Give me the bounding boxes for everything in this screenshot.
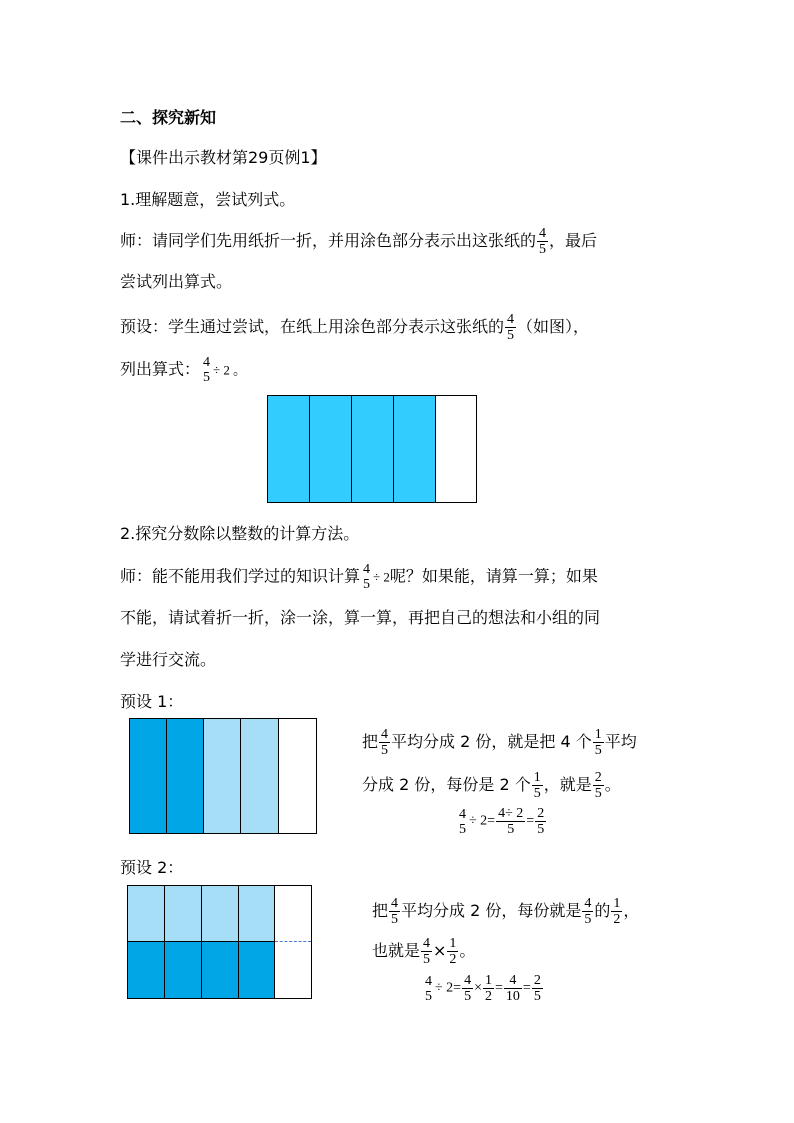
dark-shaded-part	[166, 718, 204, 834]
dark-shaded-part	[164, 941, 202, 999]
light-shaded-part	[201, 885, 239, 942]
section-title: 二、探究新知	[120, 108, 217, 127]
light-shaded-part	[203, 718, 241, 834]
dark-shaded-part	[238, 941, 275, 999]
teacher1-line1: 师：请同学们先用纸折一折，并用涂色部分表示出这张纸的 $\frac{4}{5}$ ，最后	[120, 226, 598, 257]
teacher2-line1: 师：能不能用我们学过的知识计算 4 5 ÷ 2呢？如果能，请算一算；如果	[120, 562, 598, 592]
preset2-text-line2: 也就是 $\frac{4}{5}$ × $\frac{1}{2}$ 。	[372, 936, 476, 967]
teacher2-line3: 学进行交流。	[120, 650, 217, 669]
teacher2-line2: 不能，请试着折一折，涂一涂，算一算，再把自己的想法和小组的同	[120, 608, 601, 627]
fraction: 4 5	[363, 562, 371, 592]
shaded-part	[393, 395, 436, 503]
teacher1-line2: 尝试列出算式。	[120, 272, 233, 291]
unshaded-part	[278, 718, 317, 834]
shaded-part	[351, 395, 394, 503]
preset1-text-line2: 分成 2 份，每份是 2 个 $\frac{1}{5}$ ，就是 $\frac{2}{5}$ 。	[362, 770, 621, 801]
dark-shaded-part	[127, 941, 165, 999]
preset2-label: 预设 2：	[120, 858, 184, 877]
preset-intro-line1: 预设：学生通过尝试，在纸上用涂色部分表示这张纸的 $\frac{4}{5}$ （如图），	[120, 312, 590, 343]
step1-heading: 1.理解题意，尝试列式。	[120, 190, 296, 209]
preset1-text-line1: 把 $\frac{4}{5}$ 平均分成 2 份，就是把 4 个 $\frac{1}{5}$ 平均	[362, 727, 637, 758]
courseware-note: 【课件出示教材第29页例1】	[120, 148, 327, 167]
teacher1-text: 师：请同学们先用纸折一折，并用涂色部分表示出这张纸的	[120, 231, 537, 250]
shaded-part	[309, 395, 352, 503]
preset1-label: 预设 1：	[120, 692, 184, 711]
preset1-diagram	[129, 718, 317, 834]
dark-shaded-part	[129, 718, 167, 834]
unshaded-part	[274, 885, 312, 999]
fraction-diagram-four-fifths	[267, 395, 477, 503]
light-shaded-part	[238, 885, 275, 942]
light-shaded-part	[240, 718, 279, 834]
dark-shaded-part	[201, 941, 239, 999]
fraction: 4 5	[203, 355, 211, 385]
step2-heading: 2.探究分数除以整数的计算方法。	[120, 524, 360, 543]
shaded-part	[267, 395, 310, 503]
dashed-divider	[275, 941, 311, 942]
light-shaded-part	[127, 885, 165, 942]
preset1-equation: 4 5 ÷ 2= $\frac{4\div 2}{5}$ = $\frac{2}{5}$	[459, 806, 545, 837]
fraction: $\frac{4}{5}$	[507, 312, 515, 343]
unshaded-part	[435, 395, 477, 503]
preset-intro-line2: 列出算式： 4 5 ÷ 2 。	[120, 355, 247, 385]
preset2-equation: 4 5 ÷ 2= $\frac{4}{5}$ × $\frac{1}{2}$ = $\frac{4}{10}$ = $\frac{2}{5}$	[425, 973, 541, 1004]
light-shaded-part	[164, 885, 202, 942]
preset2-diagram	[127, 885, 312, 999]
preset2-text-line1: 把 $\frac{4}{5}$ 平均分成 2 份，每份就是 $\frac{4}{5}$ 的 $\frac{1}{2}$ ，	[372, 896, 640, 927]
fraction: $\frac{4}{5}$	[539, 226, 547, 257]
